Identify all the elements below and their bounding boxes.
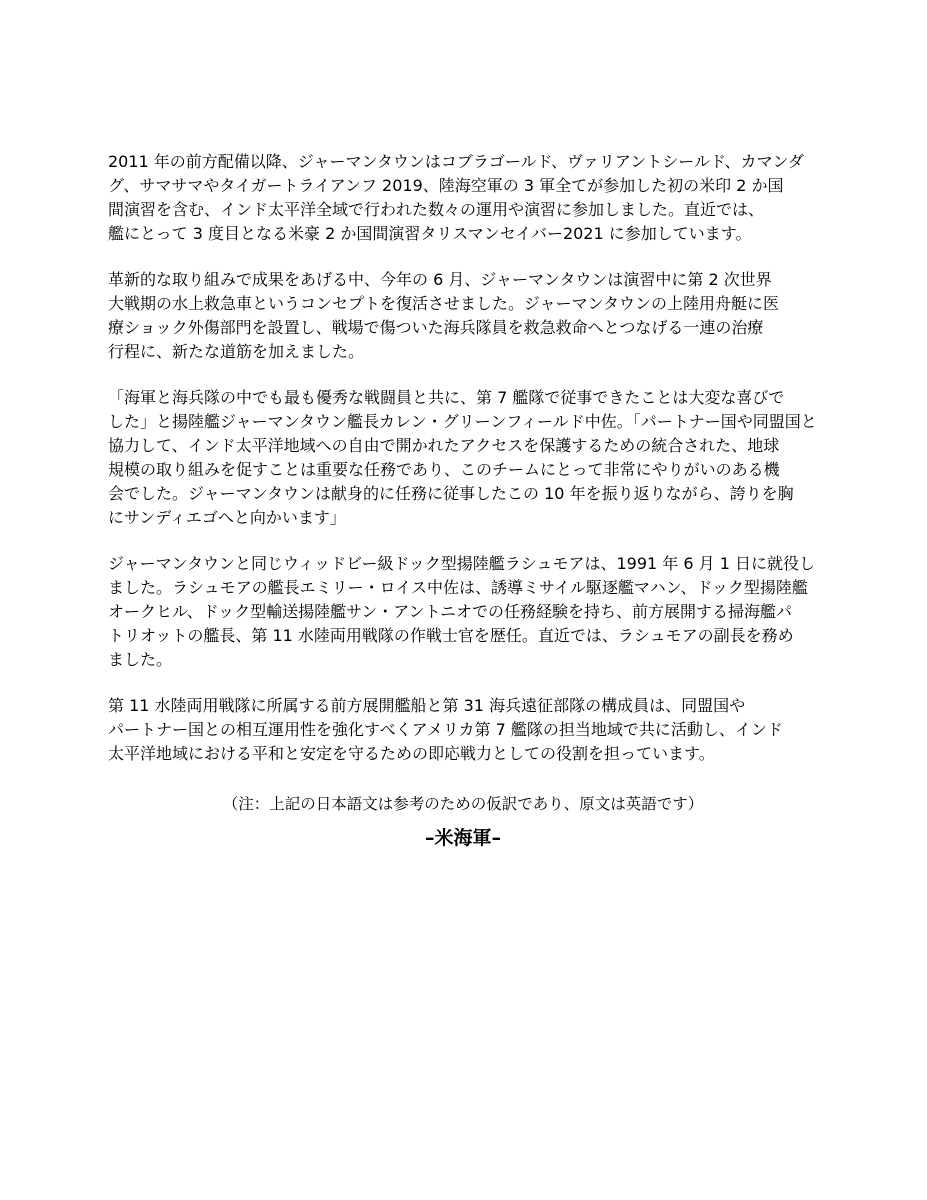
text-line: オークヒル、ドック型輸送揚陸艦サン・アントニオでの任務経験を持ち、前方展開する掃海艦パ [108, 602, 793, 621]
text-line: ました。ラシュモアの艦長エミリー・ロイス中佐は、誘導ミサイル駆逐艦マハン、ドック型揚陸艦 [108, 578, 808, 597]
text-line: パートナー国との相互運用性を強化すべくアメリカ第 7 艦隊の担当地域で共に活動し、インド [108, 720, 783, 739]
text-line: 大戦期の水上救急車というコンセプトを復活させました。ジャーマンタウンの上陸用舟艇に医 [108, 294, 780, 313]
paragraph-water-ambulance [108, 268, 818, 364]
text-line: 第 11 水陸両用戦隊に所属する前方展開艦船と第 31 海兵遠征部隊の構成員は、同盟国や [108, 696, 746, 715]
text-line: ジャーマンタウンと同じウィッドビー級ドック型揚陸艦ラシュモアは、1991 年 6 月 1 日に就役し [108, 554, 815, 573]
text-line: 艦にとって 3 度目となる米豪 2 か国間演習タリスマンセイバー2021 に参加しています。 [108, 224, 752, 243]
text-line: 行程に、新たな道筋を加えました。 [108, 342, 365, 361]
text-line: 間演習を含む、インド太平洋全域で行われた数々の運用や演習に参加しました。直近では、 [108, 200, 765, 219]
text-line: 療ショック外傷部門を設置し、戦場で傷ついた海兵隊員を救急救命へとつなげる一連の治療 [108, 318, 764, 337]
translation-note: （注：上記の日本語文は参考のための仮訳であり、原文は英語です） [222, 795, 704, 813]
paragraph-phibron-11 [108, 694, 818, 766]
text-line: ました。 [108, 650, 173, 669]
text-line: 「海軍と海兵隊の中でも最も優秀な戦闘員と共に、第 7 艦隊で従事できたことは大変な喜びで [108, 388, 785, 407]
paragraph-rushmore [108, 552, 818, 672]
paragraph-commander-quote [108, 386, 818, 530]
document-body [108, 150, 818, 852]
text-line: 協力して、インド太平洋地域への自由で開かれたアクセスを保護するための統合された、地球 [108, 436, 780, 455]
text-line: 会でした。ジャーマンタウンは献身的に任務に従事したこの 10 年を振り返りながら、誇りを胸 [108, 484, 794, 503]
signature-us-navy: –米海軍– [424, 827, 501, 849]
text-line: 太平洋地域における平和と安定を守るための即応戦力としての役割を担っています。 [108, 744, 715, 763]
text-line: した」と揚陸艦ジャーマンタウン艦長カレン・グリーンフィールド中佐。「パートナー国や同盟国と [108, 412, 817, 431]
text-line: グ、サマサマやタイガートライアンフ 2019、陸海空軍の 3 軍全てが参加した初の米印 2 か国 [108, 176, 784, 195]
text-line: 革新的な取り組みで成果をあげる中、今年の 6 月、ジャーマンタウンは演習中に第 2 次世界 [108, 270, 772, 289]
paragraph-deployments [108, 150, 818, 246]
text-line: トリオットの艦長、第 11 水陸両用戦隊の作戦士官を歴任。直近では、ラシュモアの副長を務め [108, 626, 794, 645]
text-line: にサンディエゴへと向かいます」 [108, 508, 346, 527]
text-line: 規模の取り組みを促すことは重要な任務であり、このチームにとって非常にやりがいのある機 [108, 460, 780, 479]
text-line: 2011 年の前方配備以降、ジャーマンタウンはコブラゴールド、ヴァリアントシールド、カマンダ [108, 152, 804, 171]
